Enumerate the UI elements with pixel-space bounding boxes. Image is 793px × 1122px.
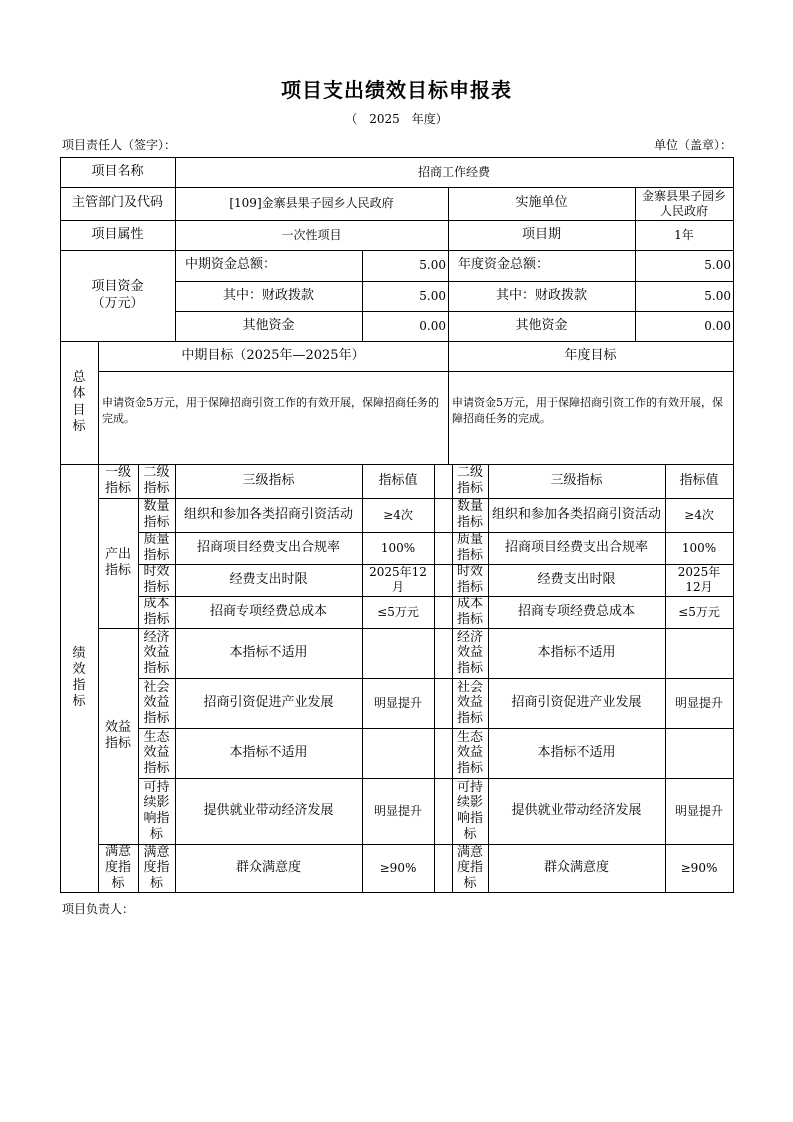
indicator-mid: 群众满意度 [235,859,301,875]
indicator-year-value: 明显提升 [674,695,723,710]
indicator-mid-value: 明显提升 [373,803,422,818]
indicator-level2: 满意度指标 [143,844,170,891]
indicator-year-level2: 成本指标 [456,596,483,627]
indicator-mid-value: ≥4次 [383,507,413,522]
year-fiscal-value: 5.00 [704,288,731,303]
indicator-mid-value: ≤5万元 [377,604,419,619]
indicator-mid: 招商专项经费总成本 [209,603,327,619]
header-level2: 二级指标 [143,464,170,496]
indicator-year-value [665,728,733,778]
indicator-mid: 招商引资促进产业发展 [203,694,334,710]
mid-goal-header: 中期目标（2025年—2025年） [181,347,365,363]
indicator-year: 组织和参加各类招商引资活动 [491,506,661,522]
indicator-level2: 可持续影响指标 [143,779,170,842]
mid-fiscal-label: 其中：财政拨款 [222,287,314,303]
indicator-year-value: ≥4次 [684,507,714,522]
mid-total-label: 中期资金总额： [185,257,277,273]
project-lead-label: 项目负责人： [62,902,135,916]
project-name-value: 招商工作经费 [417,164,490,179]
header-value: 指标值 [378,472,418,488]
mid-fiscal-value: 5.00 [419,288,446,303]
year-other-label: 其他资金 [515,317,568,333]
indicator-year: 招商项目经费支出合规率 [504,539,648,555]
funds-label: 项目资金（万元） [91,279,144,311]
group-output: 产出指标 [105,546,132,578]
indicator-year-level2: 生态效益指标 [456,729,483,776]
indicator-mid-value: 100% [380,540,416,555]
indicator-level2: 经济效益指标 [143,629,170,676]
indicator-year-value: ≤5万元 [678,604,720,619]
indicator-level2: 生态效益指标 [143,729,170,776]
indicator-year-level2: 质量指标 [456,532,483,563]
header-year-level2: 二级指标 [456,464,483,496]
year-fiscal-label: 其中：财政拨款 [495,287,587,303]
indicator-mid-value [362,728,434,778]
indicator-year-value: 明显提升 [674,803,723,818]
indicator-year-level2: 经济效益指标 [456,629,483,676]
indicator-year-level2: 社会效益指标 [456,679,483,726]
indicator-year: 招商引资促进产业发展 [511,694,642,710]
indicator-mid: 提供就业带动经济发展 [203,802,334,818]
indicator-level2: 成本指标 [143,596,170,627]
mid-other-value: 0.00 [419,318,446,333]
indicator-level2: 质量指标 [143,532,170,563]
indicator-year-level2: 满意度指标 [456,844,483,891]
indicator-mid-value: 明显提升 [373,695,422,710]
responsible-person-label: 项目责任人（签字）： [62,138,177,152]
indicator-level2: 数量指标 [143,499,170,530]
indicator-level2: 时效指标 [143,564,170,595]
overall-goals-label: 总体目标 [72,370,86,434]
group-benefit: 效益指标 [105,719,132,751]
year-goal-header: 年度目标 [564,347,617,363]
indicator-year-level2: 时效指标 [456,564,483,595]
indicator-mid-value: 2025年12月 [369,565,427,594]
indicator-year: 经费支出时限 [537,571,616,587]
indicator-year: 招商专项经费总成本 [517,603,635,619]
indicator-year-value [665,628,733,678]
year-line: （ 2025 年度） [345,112,448,126]
project-name-label: 项目名称 [91,163,144,179]
attr-label: 项目属性 [91,226,144,242]
mid-total-value: 5.00 [419,258,446,272]
indicator-year-level2: 数量指标 [456,499,483,530]
indicator-year: 提供就业带动经济发展 [511,802,642,818]
impl-unit-label: 实施单位 [515,195,568,211]
header-year-level3: 三级指标 [550,472,603,488]
attr-value: 一次性项目 [281,227,342,242]
year-total-value: 5.00 [704,258,731,272]
indicator-mid: 本指标不适用 [229,644,308,660]
indicator-year: 群众满意度 [543,859,609,875]
unit-seal-label: 单位（盖章）： [653,138,732,152]
indicator-year-value: ≥90% [680,860,718,875]
indicator-year-value: 100% [681,540,717,555]
dept-value: [109]金寨县果子园乡人民政府 [229,196,394,210]
period-value: 1年 [674,227,694,242]
header-level1: 一级指标 [104,464,131,496]
indicator-mid: 本指标不适用 [229,744,308,760]
period-label: 项目期 [521,226,561,242]
year-total-label: 年度资金总额： [458,257,550,273]
indicator-mid: 组织和参加各类招商引资活动 [183,506,353,522]
perf-indicators-label: 绩效指标 [72,645,86,710]
impl-unit-value: 金寨县果子园乡人民政府 [641,188,726,218]
mid-goal-text: 申请资金5万元，用于保障招商引资工作的有效开展，保障招商任务的完成。 [102,396,439,425]
indicator-mid: 招商项目经费支出合规率 [196,539,340,555]
mid-other-label: 其他资金 [242,317,295,333]
header-level3: 三级指标 [242,472,295,488]
indicator-mid: 经费支出时限 [229,571,308,587]
indicator-mid-value: ≥90% [379,860,417,875]
indicator-mid-value [362,628,434,678]
indicator-year-value: 2025年12月 [677,565,721,594]
indicator-year-level2: 可持续影响指标 [456,779,483,842]
page-title: 项目支出绩效目标申报表 [281,78,512,102]
indicator-year: 本指标不适用 [537,644,616,660]
group-satisfaction: 满意度指标 [104,844,131,892]
indicator-level2: 社会效益指标 [143,679,170,726]
dept-label: 主管部门及代码 [71,195,163,211]
header-year-value: 指标值 [679,472,719,488]
indicator-year: 本指标不适用 [537,744,616,760]
year-goal-text: 申请资金5万元，用于保障招商引资工作的有效开展，保障招商任务的完成。 [452,396,723,425]
year-other-value: 0.00 [704,318,731,333]
